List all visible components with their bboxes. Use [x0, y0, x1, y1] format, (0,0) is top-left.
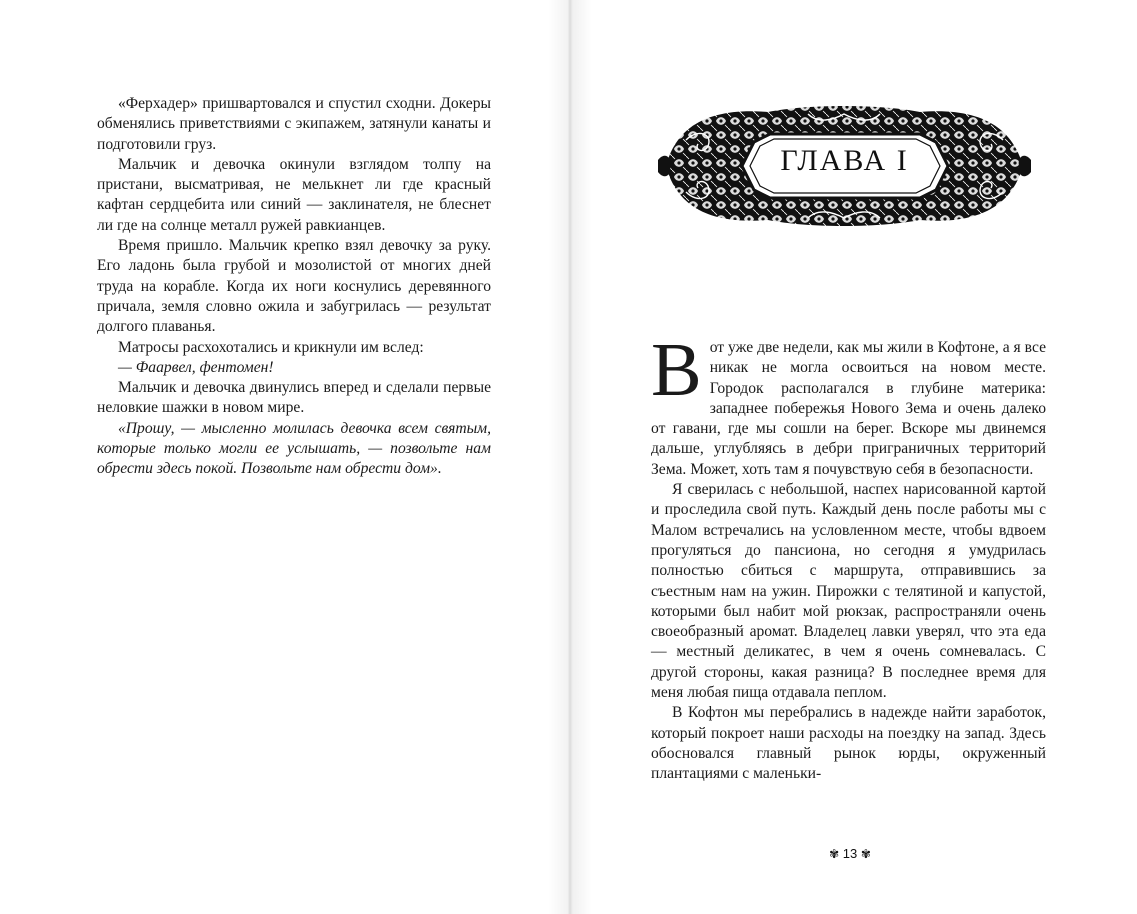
paragraph: Мальчик и девочка двинулись вперед и сделали первые неловкие шажки в новом мире. [97, 379, 491, 417]
left-page-text [97, 94, 491, 480]
paragraph: В Кофтон мы перебрались в надежде найти заработок, который покроет наши расходы на поездку на запад. Здесь обосновался главный рынок юрды, окруженный плантациями с маленьки- [651, 704, 1046, 783]
dialogue-line: — Фаарвел, фентомен! [118, 358, 274, 376]
opening-paragraph [651, 328, 1046, 480]
chapter-title: ГЛАВА I [780, 144, 909, 177]
paragraph: Мальчик и девочка окинули взглядом толпу на пристани, высматривая, не мелькнет ли где красный кафтан сердцебита или синий — заклинателя, не блеснет ли где на солнце металл ружей равкианцев. [97, 155, 491, 234]
prayer-paragraph: «Прошу, — мысленно молилась девочка всем святым, которые только могли ее услышать, — позвольте нам обрести здесь покой. Позвольте нам обрести дом». [97, 419, 491, 478]
paragraph: Я сверилась с небольшой, наспех нарисованной картой и проследила свой путь. Каждый день после работы мы с Малом встречались на условленном месте, чтобы вдвоем прогуляться до пансиона, но сегодня я умудрилась полностью сбиться с маршрута, отправившись за съестным нам на ужин. Пирожки с телятиной и капустой, которыми был набит мой рюкзак, распространяли очень своеобразный аромат. Владелец лавки уверял, что эта еда — местный деликатес, в чем я очень сомневалась. С другой стороны, какая разница? В последнее время для меня любая пища отдавала пеплом. [651, 481, 1046, 702]
page-number: 13 [842, 846, 858, 861]
folio-ornament-left-icon: ✾ [829, 847, 840, 861]
paragraph: «Ферхадер» пришвартовался и спустил сходни. Докеры обменялись приветствиями с экипажем, затянули канаты и подготовили груз. [97, 95, 491, 153]
paragraph: Матросы расхохотались и крикнули им вслед: [118, 338, 424, 356]
right-page-text [651, 328, 1046, 785]
paragraph: Время пришло. Мальчик крепко взял девочку за руку. Его ладонь была грубой и мозолистой от многих дней труда на корабле. Когда их ноги коснулись деревянного причала, земля словно ожила и забугрилась — результат долгого плаванья. [97, 237, 491, 336]
chapter-ornament-frame [658, 100, 1031, 232]
drop-cap: В [651, 328, 702, 412]
folio-ornament-right-icon: ✾ [860, 847, 871, 861]
opening-paragraph-text: от уже две недели, как мы жили в Кофтоне, а я все никак не могла освоиться на новом месте. Городок располагался в глубине материка: западнее побережья Нового Зема и очень далеко от гавани, где мы сошли на берег. Вскоре мы двинемся дальше, углубляясь в дебри приграничных территорий Зема. Может, хоть там я почувствую себя в безопасности. [651, 339, 1046, 478]
page-number-folio [800, 846, 900, 861]
